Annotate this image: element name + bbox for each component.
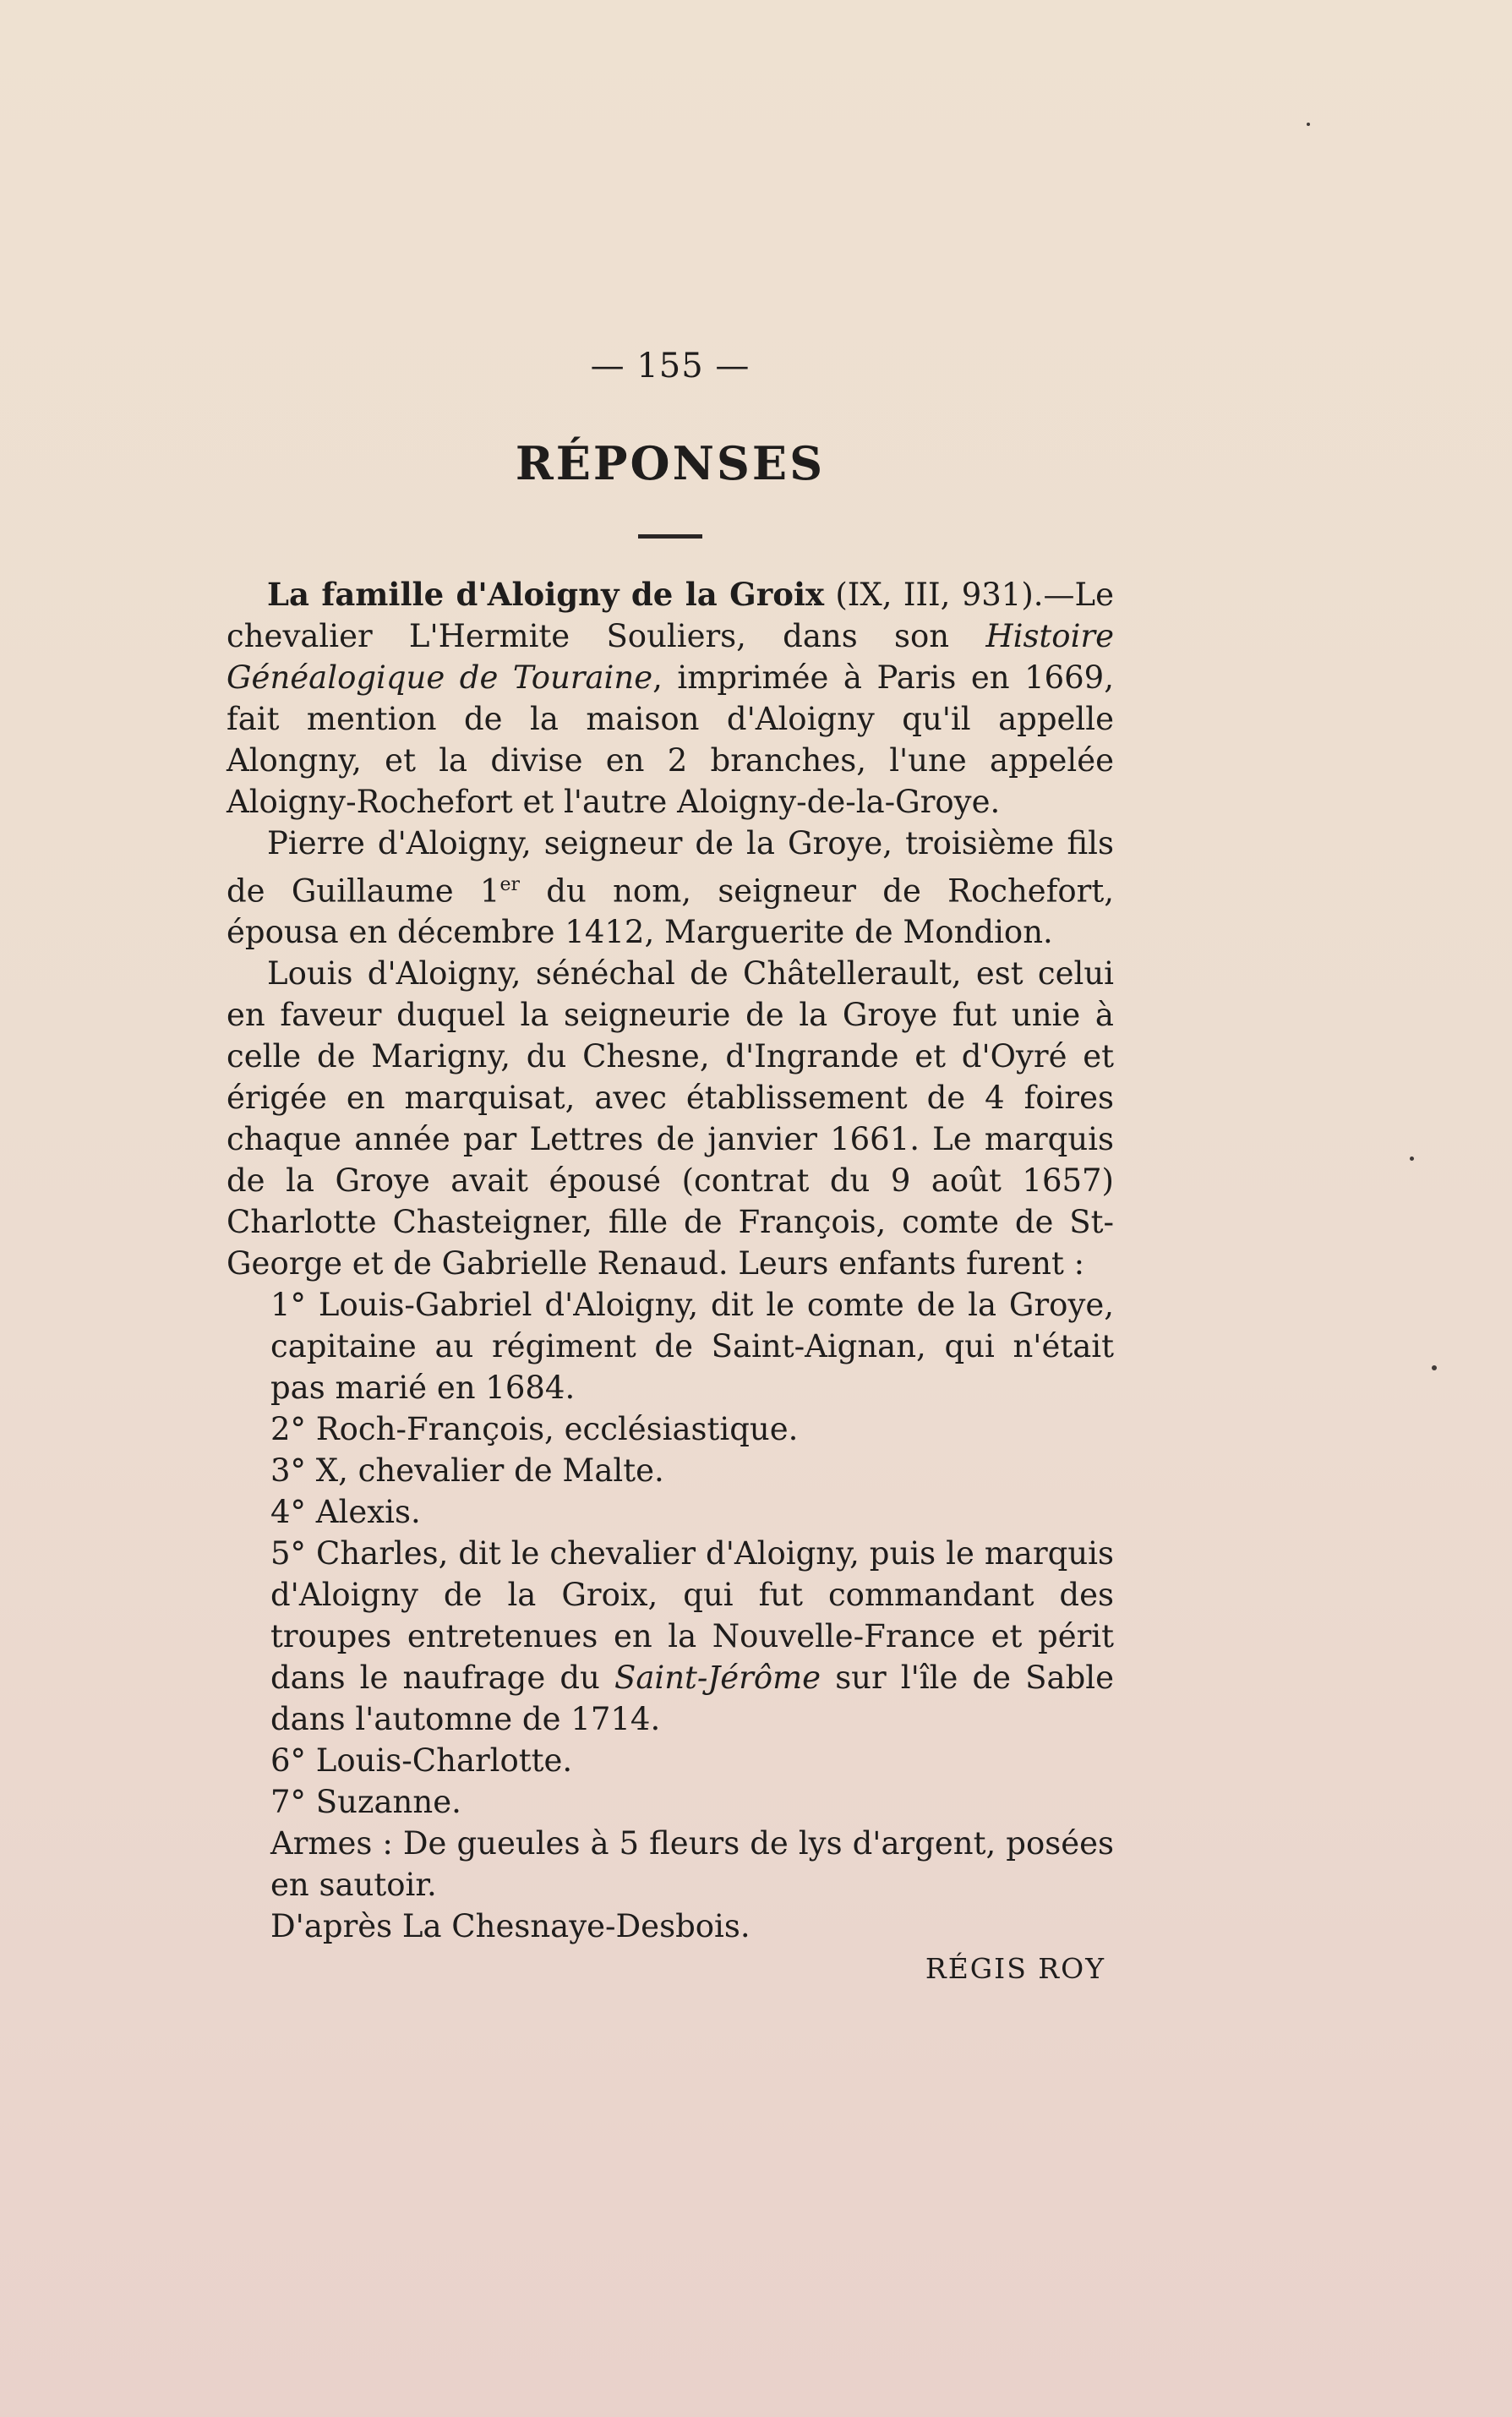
paper-speck: [1307, 123, 1310, 126]
child-item-6: 6° Louis-Charlotte.: [270, 1742, 573, 1780]
article-body: [227, 574, 1114, 1947]
child-item-1: 1° Louis-Gabriel d'Aloigny, dit le comte de la Groye, capitaine au régiment de Saint-Aignan, qui n'était pas marié en 1684.: [270, 1287, 1114, 1407]
page-number: — 155 —: [590, 347, 751, 386]
intro-text-continued: , imprimée à Paris en 1669, fait mention de la maison d'Aloigny qu'il appelle Alongny, et la divise en 2 branches, l'une appelée Aloigny-Rochefort et l'autre Aloigny-de-la-Groye.: [227, 659, 1114, 820]
child-item-2: 2° Roch-François, ecclésiastique.: [270, 1411, 799, 1448]
ordinal-superscript: er: [499, 874, 520, 895]
cited-work: Histoire Généalogique de Touraine: [227, 618, 1114, 696]
author-signature: RÉGIS ROY: [925, 1952, 1105, 1986]
paragraph-louis: Louis d'Aloigny, sénéchal de Châtellerault, est celui en faveur duquel la seigneurie de la Groye fut unie à celle de Marigny, du Chesne, d'Ingrande et d'Oyré et érigée en marquisat, avec établissement de 4 foires chaque année par Lettres de janvier 1661. Le marquis de la Groye avait épousé (contrat du 9 août 1657) Charlotte Chasteigner, fille de François, comte de St-George et de Gabrielle Renaud. Leurs enfants furent :: [227, 955, 1114, 1282]
intro-text: —Le chevalier L'Hermite Souliers, dans son: [227, 577, 1114, 654]
paragraph-pierre: [227, 823, 1114, 953]
child-5-text: 5° Charles, dit le chevalier d'Aloigny, puis le marquis d'Aloigny de la Groix, qui fut commandant des troupes entretenues en la Nouvelle-France et périt dans le naufrage du: [270, 1535, 1114, 1697]
document-page: [227, 347, 1114, 1985]
child-item-3: 3° X, chevalier de Malte.: [270, 1452, 664, 1490]
intro-paragraph: [227, 574, 1114, 823]
section-title: RÉPONSES: [515, 436, 826, 490]
pierre-text: Pierre d'Aloigny, seigneur de la Groye, troisième fils de Guillaume 1: [227, 825, 1114, 910]
child-item-5: [227, 1533, 1114, 1740]
child-5-text-continued: sur l'île de Sable dans l'automne de 1714.: [270, 1660, 1114, 1738]
article-reference: (IX, III, 931).: [835, 577, 1044, 613]
child-item-7: 7° Suzanne.: [270, 1784, 461, 1821]
article-heading: La famille d'Aloigny de la Groix: [267, 576, 825, 613]
source-paragraph: D'après La Chesnaye-Desbois.: [270, 1908, 751, 1945]
ship-name: Saint-Jérôme: [614, 1660, 822, 1697]
paper-speck: [1410, 1157, 1414, 1161]
paper-speck: [1432, 1365, 1437, 1370]
child-item-4: 4° Alexis.: [270, 1494, 421, 1531]
pierre-text-continued: du nom, seigneur de Rochefort, épousa en décembre 1412, Marguerite de Mondion.: [227, 872, 1114, 951]
title-rule: [638, 534, 702, 539]
arms-paragraph: Armes : De gueules à 5 fleurs de lys d'argent, posées en sautoir.: [270, 1825, 1114, 1904]
